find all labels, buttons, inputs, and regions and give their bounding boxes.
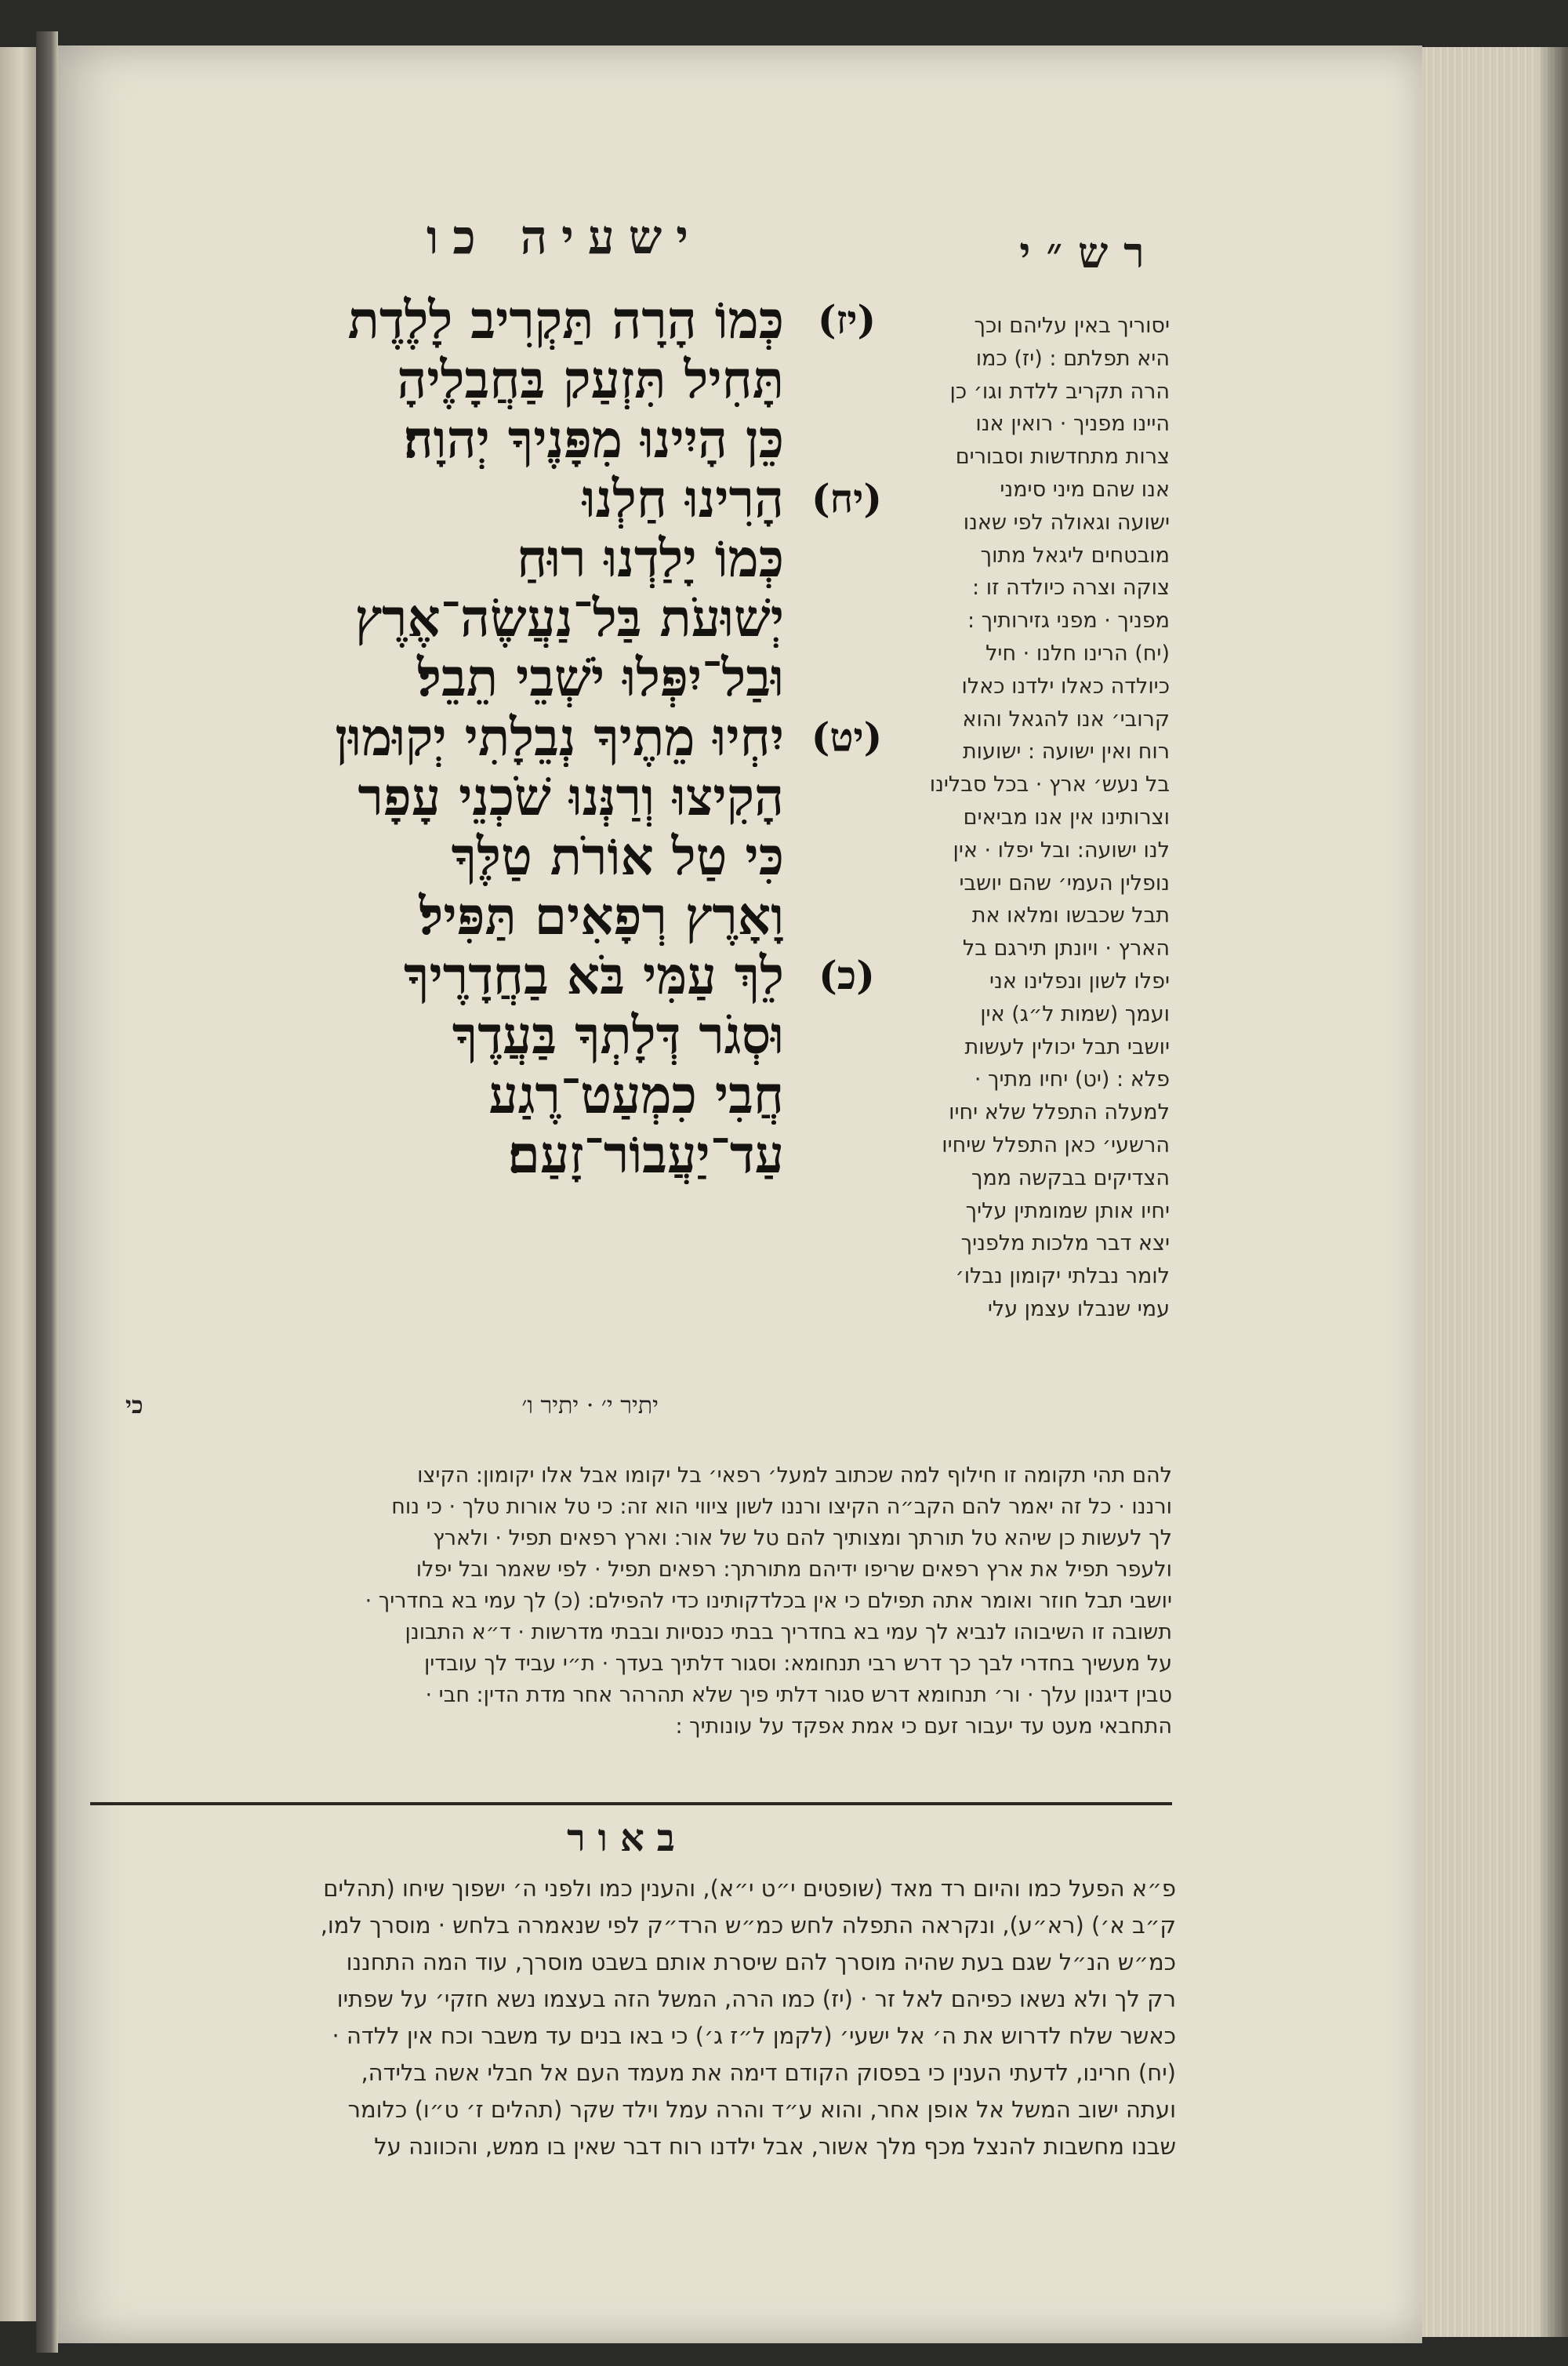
rashi-line: תשובה זו השיבוהו לנביא לך עמי בא בחדריך בבתי כנסיות ובבתי מדרשות · ד״א התבונן (405, 1620, 1172, 1645)
rashi-line: להם תהי תקומה זו חילוף למה שכתוב למעל׳ רפאי׳ בל יקומו אבל אלו יקומון: הקיצו (417, 1463, 1172, 1488)
beur-line: פ״א הפעל כמו והיום רד מאד (שופטים י״ט י״א), והענין כמו ולפני ה׳ ישפוך שיחו (תהלים (323, 1875, 1176, 1902)
running-head-book: ישעיה כו (426, 210, 702, 265)
beur-heading: באור (567, 1816, 688, 1860)
rashi-line: ישועה וגאולה לפי שאנו (963, 510, 1170, 535)
rashi-line: יושבי תבל יכולין לעשות (964, 1034, 1170, 1059)
beur-line: (יח) חרינו, לדעתי הענין כי בפסוק הקודם דימה את מעמד העם אל חבלי אשה בלידה, (361, 2059, 1176, 2086)
verse-line (188, 827, 902, 886)
rashi-line: טבין דיגנון עלך · ור׳ תנחומא דרש סגור דלתי פיך שלא תהרהר אחר מדת הדין: חבי · (425, 1683, 1172, 1707)
rashi-line: מובטחים ליגאל מתוך (980, 543, 1170, 568)
verse-text: עַד־יַעֲבוֹר־זָעַם׃ (507, 1125, 784, 1184)
verse-line (188, 767, 902, 827)
verse-line (188, 529, 902, 588)
beur-line: שבנו מחשבות להנצל מכף מלך אשור, אבל ילדנו רוח דבר שאין בו ממש, והכוונה על (374, 2133, 1176, 2160)
rashi-line: ולעפר תפיל את ארץ רפאים שריפו ידיהם מתורתך: רפאים תפיל · לפי שאמר ובל יפלו (416, 1557, 1172, 1582)
variant-notes: יתיר י׳ · יתיר ו׳ (521, 1392, 659, 1419)
rashi-line: פלא : (יט) יחיו מתיך · (974, 1067, 1170, 1092)
book-gutter (36, 31, 58, 2353)
rashi-line: קרובי׳ אנו להגאל והוא (962, 707, 1170, 732)
rashi-line: התחבאי מעט עד יעבור זעם כי אמת אפקד על עונותיך : (675, 1714, 1172, 1739)
running-head-rashi: רש״י (1019, 227, 1160, 278)
verse-text: וָאָרֶץ רְפָאִים תַּפִּיל׃ (419, 886, 784, 946)
beur-line: רק לך ולא נשאו כפיהם לאל זר · (יז) כמו הרה, המשל הזה בעצמו נשא חזקי׳ על שפתיו (336, 1986, 1176, 2012)
beur-line: ועתה ישוב המשל אל אופן אחר, והוא ע״ד והרה עמל וילד שקר (תהלים ז׳ ט״ו) כלומר (347, 2096, 1176, 2123)
rashi-line: הרה תקריב ללדת וגו׳ כן (949, 379, 1170, 404)
rashi-line: תבל שכבשו ומלאו את (971, 903, 1170, 929)
rashi-line: על מעשיך בחדרי לבך כך דרש רבי תנחומא: וסגור דלתיך בעדך · ת״י עביד לך עובדין (423, 1652, 1172, 1676)
rashi-line: ועמך (שמות ל״ג) אין (980, 1001, 1170, 1027)
rashi-line: צוקה וצרה כיולדה זו : (972, 576, 1170, 601)
verse-text: הָקִיצוּ וְרַנְּנוּ שֹׁכְנֵי עָפָר (358, 767, 784, 827)
rashi-line: לומר נבלתי יקומון נבלו׳ (955, 1264, 1170, 1289)
verse-line (188, 707, 902, 767)
rashi-line: למעלה התפלל שלא יחיו (949, 1100, 1170, 1125)
rashi-line: כיולדה כאלו ילדנו כאלו (961, 674, 1170, 699)
beur-commentary (102, 1870, 1176, 2165)
rashi-line: הארץ · ויונתן תירגם בל (962, 936, 1170, 961)
beur-line: כמ״ש הנ״ל שגם בעת שהיה מוסרך להם שיסרת אותם בשבט מוסרך, עוד המה התחננו (346, 1949, 1176, 1975)
verse-text: חֲבִי כִמְעַט־רֶגַע (488, 1065, 784, 1125)
rashi-line: אנו שהם מיני סימני (1000, 477, 1170, 502)
rashi-line: מפניך · מפני גזירותיך : (967, 609, 1170, 634)
rashi-line: יפלו לשון ונפלינו אני (989, 969, 1170, 994)
rashi-line: יחיו אותן שמומתין עליך (965, 1198, 1170, 1223)
rashi-line: לך לעשות כן שיהא טל תורתך ומצותיך להם טל של אור: וארץ רפאים תפיל · ולארץ (433, 1526, 1172, 1550)
verse-line (188, 886, 902, 946)
rashi-line: היינו מפניך · רואין אנו (975, 412, 1170, 437)
verse-line (188, 409, 902, 469)
verse-line (188, 946, 902, 1005)
rashi-line: ורננו · כל זה יאמר להם הקב״ה הקיצו ורננו לשון ציווי הוא זה: כי טל אורות טלך · כי נוח (391, 1495, 1172, 1519)
rashi-line: הצדיקים בבקשה ממך (971, 1165, 1170, 1190)
verse-line (188, 648, 902, 707)
rashi-line: הרשעי׳ כאן התפלל שיחיו (942, 1132, 1170, 1158)
rashi-continuation (118, 1460, 1172, 1743)
verse-text: יְשׁוּעֹת בַּל־נַעֲשֶׂה־אֶרֶץ (354, 588, 784, 648)
verse-text: כְּמוֹ הָרָה תַּקְרִיב לָלֶדֶת (347, 290, 784, 350)
verse-line (188, 1005, 902, 1065)
verse-text: הָרִינוּ חַלְנוּ (582, 469, 784, 529)
verse-number: (יז) (817, 296, 877, 343)
beur-line: ק״ב א׳) (רא״ע), ונקראה התפלה לחש כמ״ש הרד״ק לפי שנאמרה בלחש · מוסרך למו, (320, 1912, 1176, 1939)
page-fore-edge (1422, 47, 1568, 2337)
verse-line (188, 350, 902, 409)
section-divider (90, 1802, 1172, 1805)
catchword: כי (125, 1392, 143, 1419)
rashi-line: צרות מתחדשות וסבורים (955, 445, 1170, 470)
verse-text: כֵּן הָיִינוּ מִפָּנֶיךָ יְהוָה׃ (403, 409, 784, 469)
verse-line (188, 290, 902, 350)
verse-text: לֵךְ עַמִּי בֹּא בַחֲדָרֶיךָ (404, 946, 784, 1005)
rashi-line: יסוריך באין עליהם וכך (974, 314, 1170, 338)
rashi-line: עמי שנבלו עצמן עלי (987, 1296, 1170, 1321)
verse-line (188, 1065, 902, 1125)
rashi-line: יצא דבר מלכות מלפניך (960, 1231, 1170, 1256)
verse-text: יִחְיוּ מֵתֶיךָ נְבֵלָתִי יְקוּמוּן (335, 707, 784, 767)
rashi-line: לנו ישועה: ובל יפלו · אין (953, 838, 1170, 863)
rashi-line: היא תפלתם : (יז) כמו (975, 346, 1170, 371)
rashi-line: (יח) הרינו חלנו · חיל (985, 641, 1170, 666)
verse-text: וּבַל־יִפְּלוּ יֹשְׁבֵי תֵבֵל׃ (417, 648, 784, 707)
rashi-line: יושבי תבל חוזר ואומר אתה תפילם כי אין בכלדקותינו כדי להפילם: (כ) לך עמי בא בחדריך · (365, 1589, 1172, 1613)
verse-text: תָּחִיל תִּזְעַק בַּחֲבָלֶיהָ (397, 350, 784, 409)
verse-number: (יח) (811, 475, 882, 522)
verse-line (188, 1125, 902, 1184)
rashi-line: וצרותינו אין אנו מביאים (963, 805, 1170, 830)
beur-line: כאשר שלח לדרוש את ה׳ אל ישעי׳ (לקמן ל״ז ג׳) כי באו בנים עד משבר וכח אין ללדה · (332, 2023, 1176, 2049)
rashi-line: רוח ואין ישועה : ישועות (962, 740, 1170, 765)
rashi-line: בל נעש׳ ארץ · בכל סבלינו (929, 772, 1170, 798)
verse-number: (יט) (811, 714, 883, 760)
verse-text: כְּמוֹ יָלַדְנוּ רוּחַ (517, 529, 784, 588)
verse-text: וּסְגֹר דְּלָתְךָ בַּעֲדֶךָ (452, 1005, 784, 1065)
rashi-line: נופלין העמי׳ שהם יושבי (959, 870, 1170, 896)
previous-page-edge (0, 47, 36, 2321)
verse-text: כִּי טַל אוֹרֹת טַלֶּךָ (451, 827, 784, 886)
verse-number: (כ) (818, 952, 875, 998)
verse-line (188, 469, 902, 529)
verse-column (188, 290, 902, 1184)
verse-line (188, 588, 902, 648)
rashi-column (919, 310, 1170, 1326)
